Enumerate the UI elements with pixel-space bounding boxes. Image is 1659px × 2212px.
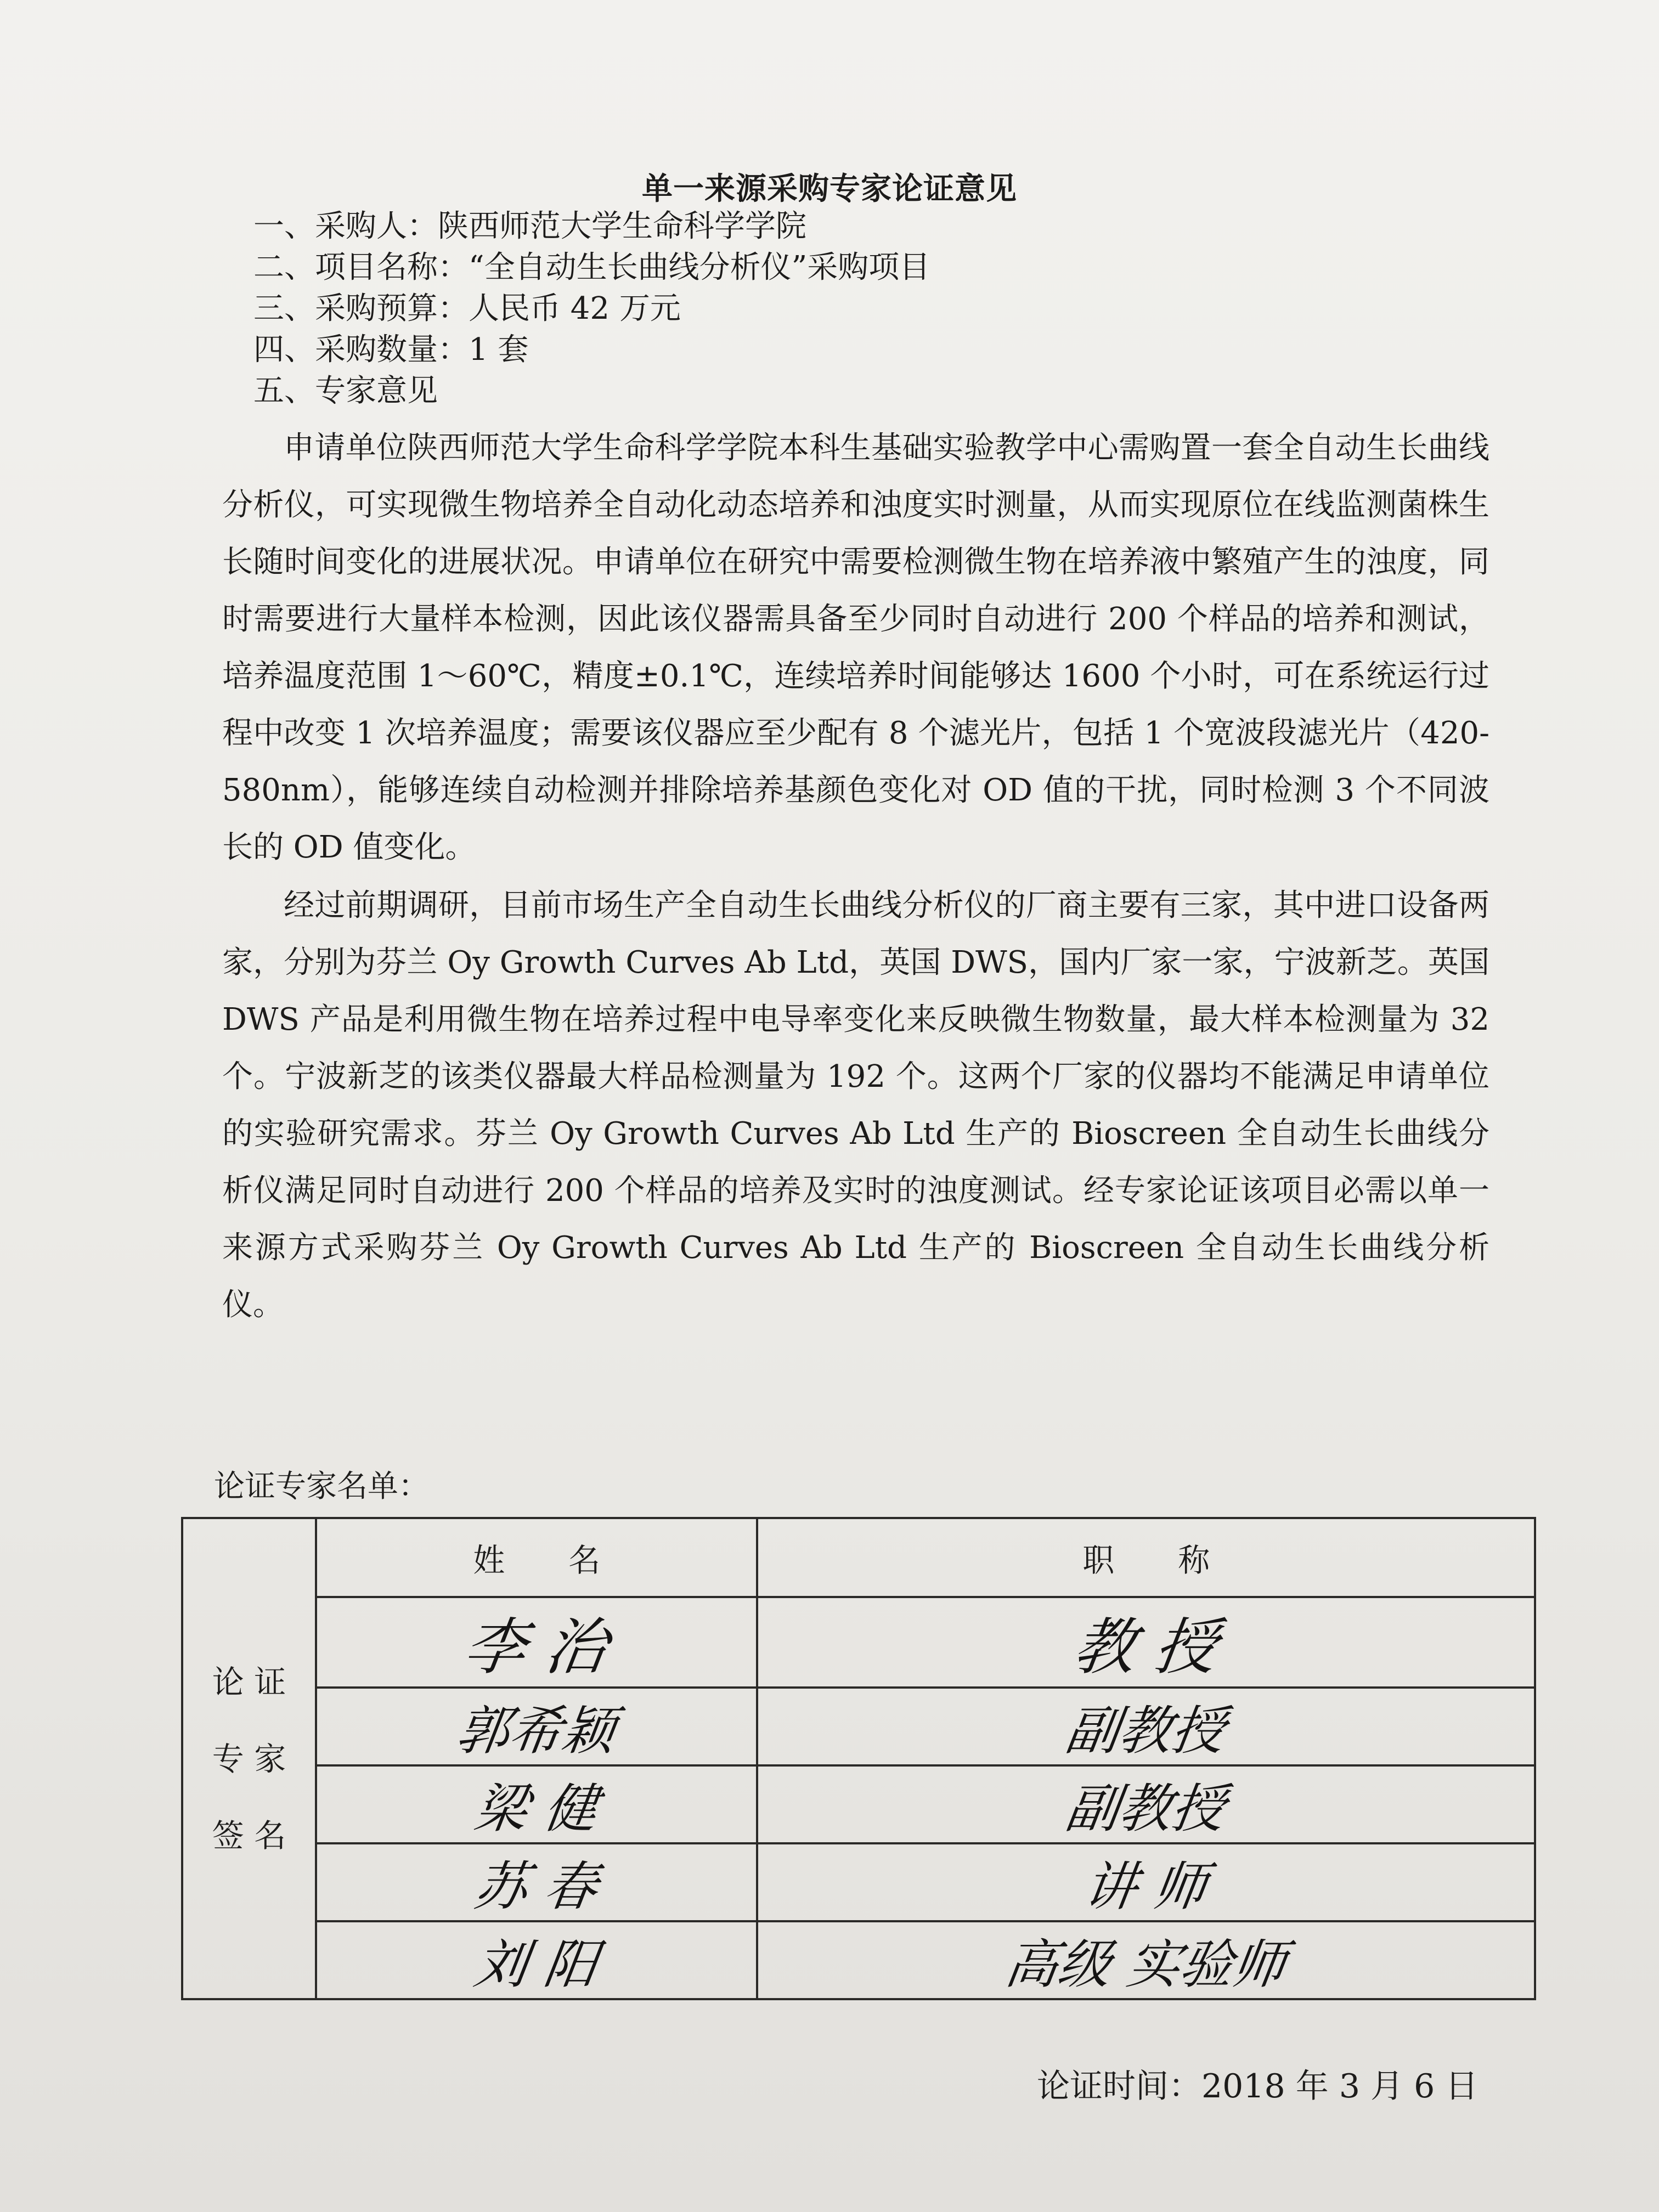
- name-cell: [316, 1688, 757, 1765]
- item-quantity: 四、采购数量：1 套: [253, 332, 529, 368]
- table-header-row: [182, 1518, 1535, 1597]
- column-header-title: 职 称: [757, 1518, 1535, 1597]
- expert-list-label: 论证专家名单：: [214, 1469, 429, 1504]
- paragraph-market-survey: 经过前期调研，目前市场生产全自动生长曲线分析仪的厂商主要有三家，其中进口设备两家，分别为芬兰 Oy Growth Curves Ab Ltd，英国 DWS，国内厂家一家，宁波新芝。英国 DWS 产品是利用微生物在培养过程中电导率变化来反映微生物数量，最大样本检测量为 32 个。宁波新芝的该类仪器最大样品检测量为 192 个。这两个厂家的仪器均不能满足申请单位的实验研究需求。芬兰 Oy Growth Curves Ab Ltd 生产的 Bioscreen 全自动生长曲线分析仪满足同时自动进行 200 个样品的培养及实时的浊度测试。经专家论证该项目必需以单一来源方式采购芬兰 Oy Growth Curves Ab Ltd 生产的 Bioscreen 全自动生长曲线分析仪。: [222, 888, 1489, 1323]
- table-row: [182, 1843, 1535, 1921]
- item-purchaser: 一、采购人：陕西师范大学生命科学学院: [253, 208, 806, 244]
- handwritten-title: 副教授: [1062, 1700, 1229, 1762]
- title-cell: [757, 1597, 1535, 1688]
- title-cell: [757, 1843, 1535, 1921]
- evaluation-date: 论证时间：2018 年 3 月 6 日: [1037, 2067, 1479, 2106]
- handwritten-name: 苏 春: [471, 1855, 602, 1917]
- name-cell: [316, 1921, 757, 1999]
- title-cell: [757, 1688, 1535, 1765]
- table-row: [182, 1597, 1535, 1688]
- opinion-body: [222, 420, 1489, 1334]
- side-header-line: 专 家: [212, 1740, 286, 1778]
- item-budget: 三、采购预算：人民币 42 万元: [253, 291, 681, 326]
- document-title: 单一来源采购专家论证意见: [642, 171, 1017, 207]
- handwritten-name: 郭希颖: [453, 1700, 620, 1762]
- handwritten-name: 梁 健: [471, 1778, 602, 1839]
- handwritten-name: 李 治: [459, 1612, 612, 1683]
- side-header: [182, 1518, 316, 1999]
- handwritten-title: 讲 师: [1080, 1855, 1211, 1917]
- handwritten-name: 刘 阳: [471, 1933, 602, 1995]
- header-items: [253, 206, 930, 411]
- handwritten-title: 教 授: [1069, 1612, 1222, 1683]
- table-row: [182, 1688, 1535, 1765]
- paragraph-requirements: 申请单位陕西师范大学生命科学学院本科生基础实验教学中心需购置一套全自动生长曲线分析仪，可实现微生物培养全自动化动态培养和浊度实时测量，从而实现原位在线监测菌株生长随时间变化的进展状况。申请单位在研究中需要检测微生物在培养液中繁殖产生的浊度，同时需要进行大量样本检测，因此该仪器需具备至少同时自动进行 200 个样品的培养和测试，培养温度范围 1～60℃，精度±0.1℃，连续培养时间能够达 1600 个小时，可在系统运行过程中改变 1 次培养温度；需要该仪器应至少配有 8 个滤光片，包括 1 个宽波段滤光片（420-580nm），能够连续自动检测并排除培养基颜色变化对 OD 值的干扰，同时检测 3 个不同波长的 OD 值变化。: [222, 430, 1489, 865]
- column-header-name: 姓 名: [316, 1518, 757, 1597]
- name-cell: [316, 1765, 757, 1843]
- expert-table-wrapper: [181, 1517, 1536, 2000]
- name-cell: [316, 1843, 757, 1921]
- item-expert-opinion: 五、专家意见: [253, 373, 438, 409]
- title-cell: [757, 1921, 1535, 1999]
- handwritten-title: 高级 实验师: [1001, 1933, 1290, 1995]
- item-project-name: 二、项目名称：“全自动生长曲线分析仪”采购项目: [253, 250, 930, 285]
- side-header-line: 论 证: [212, 1663, 286, 1701]
- handwritten-title: 副教授: [1062, 1778, 1229, 1839]
- expert-signature-table: [181, 1517, 1536, 2000]
- table-row: [182, 1921, 1535, 1999]
- name-cell: [316, 1597, 757, 1688]
- title-cell: [757, 1765, 1535, 1843]
- table-row: [182, 1765, 1535, 1843]
- side-header-line: 签 名: [212, 1816, 286, 1854]
